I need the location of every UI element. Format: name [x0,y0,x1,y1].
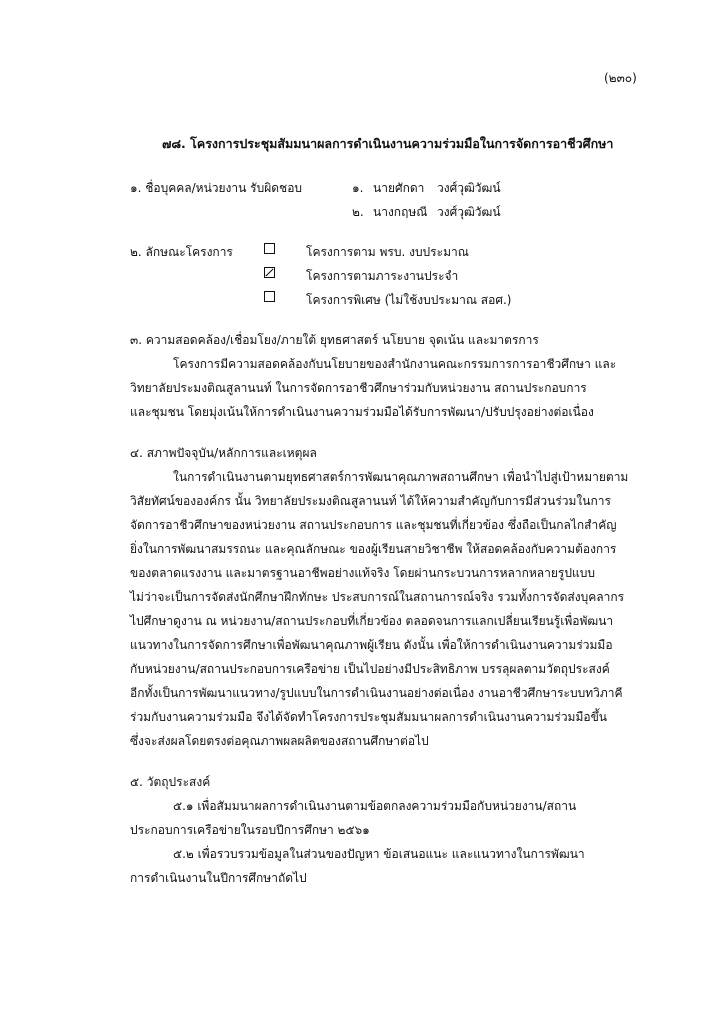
option-routine-work-label: โครงการตามภาระงานประจำ [306,269,459,283]
rationale-line: ไปศึกษาดูงาน ณ หน่วยงาน/สถานประกอบที่เกี่ยวข้อง ตลอดจนการแลกเปลี่ยนเรียนรู้เพื่อพัฒนา [130,614,614,628]
rationale-line: ไม่ว่าจะเป็นการจัดส่งนักศึกษาฝึกทักษะ ประสบการณ์ในสถานการณ์จริง รวมทั้งการจัดส่งบุคลากร [130,590,625,604]
rationale-line: แนวทางในการจัดการศึกษาเพื่อพัฒนาคุณภาพผู้เรียน ดังนั้น เพื่อให้การดำเนินงานความร่วมมือ [130,638,613,652]
checkbox-budget-act[interactable] [264,243,275,254]
checkbox-routine-work[interactable] [264,267,275,278]
checkbox-special-project[interactable] [264,291,275,302]
objective-line: ๕.๑ เพื่อสัมมนาผลการดำเนินงานตามข้อตกลงความร่วมมือกับหน่วยงาน/สถาน [173,799,577,813]
rationale-line: ของตลาดแรงงาน และมาตรฐานอาชีพอย่างแท้จริง โดยผ่านกระบวนการหลากหลายรูปแบบ [130,566,595,580]
person-number: ๒. [352,205,364,219]
option-budget-act-label: โครงการตาม พรบ. งบประมาณ [306,245,469,259]
checkmark-icon [265,268,274,277]
objective-line: ๕.๒ เพื่อรวบรวมข้อมูลในส่วนของปัญหา ข้อเสนอแนะ และแนวทางในการพัฒนา [173,847,585,861]
objective-line: ประกอบการเครือข่ายในรอบปีการศึกษา ๒๕๖๑ [130,823,370,837]
rationale-line: จัดการอาชีวศึกษาของหน่วยงาน สถานประกอบการ และชุมชนที่เกี่ยวข้อง ซึ่งถือเป็นกลไกสำคัญ [130,518,617,532]
option-special-project-label: โครงการพิเศษ (ไม่ใช้งบประมาณ สอศ.) [306,293,512,307]
rationale-line: วิสัยทัศน์ขององค์กร นั้น วิทยาลัยประมงติณสูลานนท์ ได้ให้ความสำคัญกับการมีส่วนร่วมในการ [130,494,611,508]
alignment-line-3: และชุมชน โดยมุ่งเน้นให้การดำเนินงานความร่วมมือได้รับการพัฒนา/ปรับปรุงอย่างต่อเนื่อง [130,405,594,419]
person-number: ๑. [352,181,364,195]
rationale-line: ยิ่งในการพัฒนาสมรรถนะ และคุณลักษณะ ของผู้เรียนสายวิชาชีพ ให้สอดคล้องกับความต้องการ [130,542,617,556]
person-first-name: นายศักดา [373,181,425,195]
rationale-line: อีกทั้งเป็นการพัฒนาแนวทาง/รูปแบบในการดำเนินงานอย่างต่อเนื่อง งานอาชีวศึกษาระบบทวิภาคี [130,686,623,700]
rationale-line: กับหน่วยงาน/สถานประกอบการเครือข่าย เป็นไปอย่างมีประสิทธิภาพ บรรลุผลตามวัตถุประสงค์ [130,662,610,676]
person-last-name: วงศ์วุฒิวัฒน์ [437,181,501,195]
rationale-line: ในการดำเนินงานตามยุทธศาสตร์การพัฒนาคุณภาพสถานศึกษา เพื่อนำไปสู่เป้าหมายตาม [173,470,629,484]
alignment-line-1: โครงการมีความสอดคล้องกับนโยบายของสำนักงานคณะกรรมการการอาชีวศึกษา และ [173,357,617,371]
project-title: ๗๘. โครงการประชุมสัมมนาผลการดำเนินงานความร่วมมือในการจัดการอาชีวศึกษา [162,136,614,151]
page-number: (๒๓๐) [604,71,637,85]
person-last-name: วงศ์วุฒิวัฒน์ [437,205,501,219]
person-first-name: นางกฤษณี [373,205,428,219]
objective-line: การดำเนินงานในปีการศึกษาถัดไป [130,871,307,885]
responsible-label: ๑. ชื่อบุคคล/หน่วยงาน รับผิดชอบ [130,181,303,195]
rationale-heading: ๔. สภาพปัจจุบัน/หลักการและเหตุผล [130,446,317,460]
alignment-line-2: วิทยาลัยประมงติณสูลานนท์ ในการจัดการอาชีวศึกษาร่วมกับหน่วยงาน สถานประกอบการ [130,381,587,395]
alignment-heading: ๓. ความสอดคล้อง/เชื่อมโยง/ภายใต้ ยุทธศาสตร์ นโยบาย จุดเน้น และมาตรการ [130,333,539,347]
rationale-line: ร่วมกับงานความร่วมมือ จึงได้จัดทำโครงการประชุมสัมมนาผลการดำเนินงานความร่วมมือขึ้น [130,710,607,724]
project-type-label: ๒. ลักษณะโครงการ [130,245,233,259]
rationale-line: ซึ่งจะส่งผลโดยตรงต่อคุณภาพผลผลิตของสถานศึกษาต่อไป [130,734,429,748]
objectives-heading: ๕. วัตถุประสงค์ [130,775,211,789]
